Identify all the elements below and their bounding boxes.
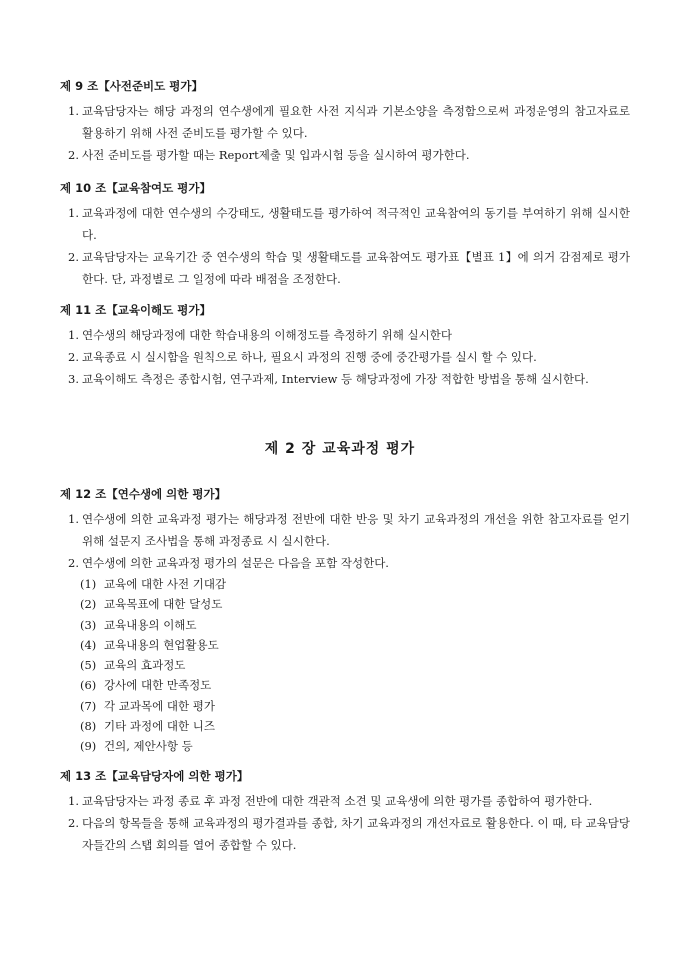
sub-item [60, 696, 630, 716]
sub-item-number: (1) [80, 577, 97, 591]
item-text: 사전 준비도를 평가할 때는 Report제출 및 입과시험 등을 실시하여 평가한다. [82, 148, 470, 162]
item-number: 2. [68, 816, 79, 830]
sub-item-number: (9) [80, 739, 97, 754]
item-number: 1. [68, 794, 79, 808]
article-13 [60, 768, 630, 856]
item-number: 1. [68, 328, 79, 342]
sub-item [60, 675, 630, 695]
sub-item [60, 635, 630, 655]
sub-item-text: 교육에 대한 사전 기대감 [104, 577, 227, 591]
list-item [60, 100, 630, 144]
item-number: 2. [68, 250, 79, 264]
sub-item-number: (2) [80, 597, 97, 612]
sub-item-number: (7) [80, 698, 97, 713]
item-text: 교육담당자는 해당 과정의 연수생에게 필요한 사전 지식과 기본소양을 측정함으로써 과정운영의 참고자료로 활용하기 위해 사전 준비도를 평가할 수 있다. [82, 104, 630, 140]
list-item [60, 144, 630, 166]
item-number: 3. [68, 372, 79, 386]
article-9 [60, 78, 630, 166]
sub-item-text: 교육내용의 이해도 [104, 617, 197, 632]
sub-item-text: 기타 과정에 대한 니즈 [104, 719, 215, 734]
article-title: 제 9 조【사전준비도 평가】 [60, 79, 203, 93]
list-item [60, 508, 630, 552]
item-number: 1. [68, 512, 79, 526]
sub-item-text: 각 교과목에 대한 평가 [104, 698, 215, 713]
sub-item-text: 교육의 효과정도 [104, 658, 186, 673]
article-title: 제 10 조【교육참여도 평가】 [60, 181, 211, 195]
item-text: 다음의 항목들을 통해 교육과정의 평가결과를 종합, 차기 교육과정의 개선자료로 활용한다. 이 때, 타 교육담당자들간의 스탭 회의를 열어 종합할 수 있다. [82, 816, 630, 852]
sub-item [60, 655, 630, 675]
article-title: 제 11 조【교육이해도 평가】 [60, 303, 211, 317]
item-number: 2. [68, 556, 79, 570]
list-item [60, 324, 630, 346]
item-text: 교육과정에 대한 연수생의 수강태도, 생활태도를 평가하여 적극적인 교육참여의 동기를 부여하기 위해 실시한다. [82, 206, 630, 242]
article-title: 제 12 조【연수생에 의한 평가】 [60, 487, 227, 501]
sub-item-text: 교육목표에 대한 달성도 [104, 597, 223, 612]
sub-item-number: (8) [80, 719, 97, 734]
list-item [60, 790, 630, 812]
list-item [60, 368, 630, 390]
list-item [60, 246, 630, 290]
item-number: 2. [68, 350, 79, 364]
sub-item-number: (3) [80, 617, 97, 632]
list-item [60, 202, 630, 246]
article-title: 제 13 조【교육담당자에 의한 평가】 [60, 769, 249, 783]
article-12 [60, 486, 630, 757]
item-text: 교육종료 시 실시함을 원칙으로 하나, 필요시 과정의 진행 중에 중간평가를 실시 할 수 있다. [82, 350, 537, 364]
sub-item [60, 736, 630, 756]
sub-item-number: (5) [80, 658, 97, 673]
sub-item-text: 교육내용의 현업활용도 [104, 637, 219, 652]
item-number: 1. [68, 104, 79, 118]
list-item [60, 812, 630, 856]
sub-item [60, 594, 630, 614]
sub-item [60, 716, 630, 736]
sub-item [60, 574, 630, 594]
item-text: 연수생에 의한 교육과정 평가의 설문은 다음을 포함 작성한다. [82, 556, 389, 570]
chapter-title: 제 2 장 교육과정 평가 [264, 441, 416, 457]
sub-item-number: (4) [80, 637, 97, 652]
item-text: 교육담당자는 과정 종료 후 과정 전반에 대한 객관적 소견 및 교육생에 의한 평가를 종합하여 평가한다. [82, 794, 593, 808]
sub-item-number: (6) [80, 678, 97, 693]
list-item [60, 552, 630, 574]
item-text: 연수생에 의한 교육과정 평가는 해당과정 전반에 대한 반응 및 차기 교육과정의 개선을 위한 참고자료를 얻기 위해 설문지 조사법을 통해 과정종료 시 실시한다. [82, 512, 630, 548]
sub-item [60, 615, 630, 635]
item-text: 교육담당자는 교육기간 중 연수생의 학습 및 생활태도를 교육참여도 평가표【별표 1】에 의거 감점제로 평가한다. 단, 과정별로 그 일정에 따라 배점을 조정한다. [82, 250, 630, 286]
item-number: 2. [68, 148, 79, 162]
article-11 [60, 302, 630, 390]
item-number: 1. [68, 206, 79, 220]
item-text: 연수생의 해당과정에 대한 학습내용의 이해정도를 측정하기 위해 실시한다 [82, 328, 452, 342]
list-item [60, 346, 630, 368]
item-text: 교육이해도 측정은 종합시험, 연구과제, Interview 등 해당과정에 가장 적합한 방법을 통해 실시한다. [82, 372, 589, 386]
sub-item-text: 강사에 대한 만족정도 [104, 678, 212, 693]
sub-item-text: 건의, 제안사항 등 [104, 739, 193, 754]
article-10 [60, 180, 630, 290]
